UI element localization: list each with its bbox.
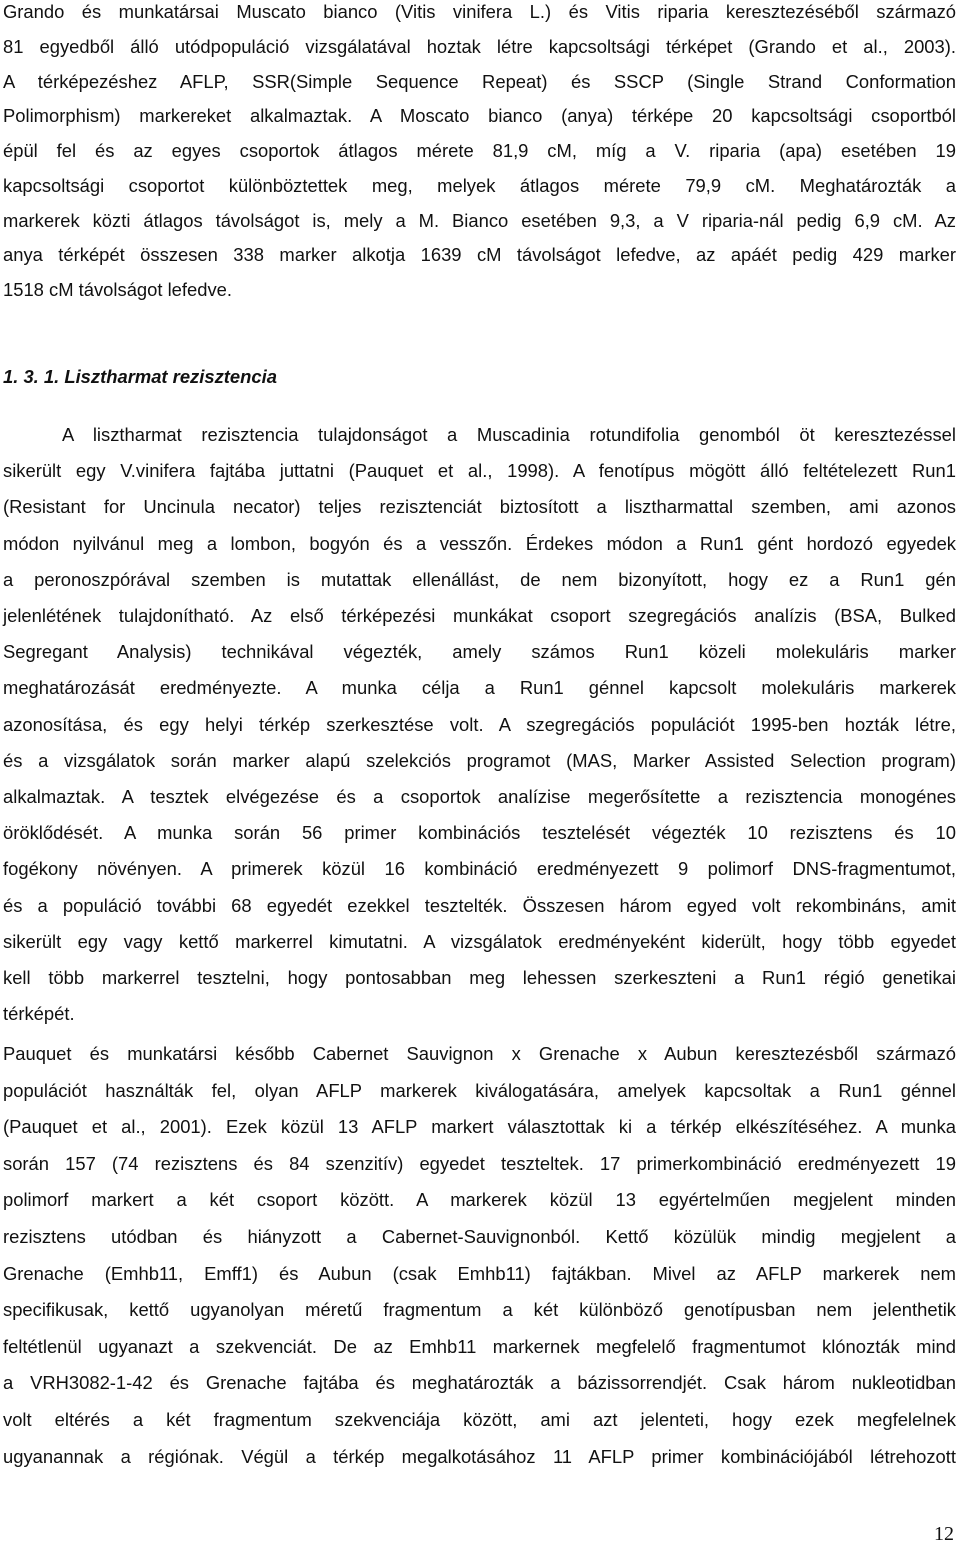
text-line: populációt használták fel, olyan AFLP markerek kiválogatására, amelyek kapcsoltak a Run1 génnel: [3, 1079, 956, 1101]
text-line: A térképezéshez AFLP, SSR(Simple Sequence Repeat) és SSCP (Single Strand Conformation: [3, 70, 956, 92]
text-line: jelenlétének tulajdonítható. Az első térképezési munkákat csoport szegregációs analízis (BSA, Bulked: [3, 605, 956, 626]
text-line: alkalmaztak. A tesztek elvégezése és a csoportok analízise megerősítette a rezisztencia monogénes: [3, 786, 956, 807]
text-line: és a populáció további 68 egyedét ezekkel tesztelték. Összesen három egyed volt rekombináns, amit: [3, 894, 956, 916]
text-line: (Pauquet et al., 2001). Ezek közül 13 AFLP markert választottak ki a térkép elkészítéséhez. A munka: [3, 1116, 956, 1138]
text-line: sikerült egy vagy kettő markerrel kimutatni. A vizsgálatok eredményeként kiderült, hogy több egyedet: [3, 930, 956, 952]
text-line: azonosítása, és egy helyi térkép szerkesztése volt. A szegregációs populációt 1995-ben hozták létre,: [3, 713, 956, 735]
text-line: Grenache (Emhb11, Emff1) és Aubun (csak Emhb11) fajtákban. Mivel az AFLP markerek nem: [3, 1262, 956, 1284]
text-line: térképét.: [3, 1003, 75, 1025]
text-line: volt eltérés a két fragmentum szekvenciája között, ami azt jelenteti, hogy ezek megfelelnek: [3, 1409, 956, 1430]
text-line: (Resistant for Uncinula necator) teljes rezisztenciát biztosított a lisztharmattal szemben, ami azonos: [3, 496, 956, 518]
text-line: rezisztens utódban és hiányzott a Cabernet-Sauvignonból. Kettő közülük mindig megjelent a: [3, 1226, 956, 1247]
text-line: során 157 (74 rezisztens és 84 szenzitív) egyedet teszteltek. 17 primerkombináció eredményezett 19: [3, 1152, 956, 1174]
text-line: markerek közti átlagos távolságot is, mely a M. Bianco esetében 9,3, a V riparia-nál pedig 6,9 cM. Az: [3, 209, 956, 231]
text-line: a peronoszpórával szemben is mutattak ellenállást, de nem bizonyított, hogy ez a Run1 gén: [3, 568, 956, 590]
text-line: öröklődését. A munka során 56 primer kombinációs tesztelését végezték 10 rezisztens és 10: [3, 822, 956, 844]
text-line: fogékony növényen. A primerek közül 16 kombináció eredményezett 9 polimorf DNS-fragmentumot,: [3, 858, 956, 880]
text-line: a VRH3082-1-42 és Grenache fajtába és meghatározták a bázissorrendjét. Csak három nukleotidban: [3, 1372, 956, 1394]
text-line: feltétlenül ugyanazt a szekvenciát. De az Emhb11 markernek megfelelő fragmentumot klónozták mind: [3, 1335, 956, 1357]
text-line: ugyanannak a régiónak. Végül a térkép megalkotásához 11 AFLP primer kombinációjából létrehozott: [3, 1445, 956, 1467]
text-line: Grando és munkatársai Muscato bianco (Vitis vinifera L.) és Vitis riparia keresztezéséből származó: [3, 1, 956, 22]
text-line: sikerült egy V.vinifera fajtába juttatni (Pauquet et al., 1998). A fenotípus mögött álló feltételezett Run1: [3, 460, 956, 482]
text-line: anya térképét összesen 338 marker alkotja 1639 cM távolságot lefedve, az apáét pedig 429 marker: [3, 244, 956, 266]
text-line: módon nyilvánul meg a lombon, bogyón és a vesszőn. Érdekes módon a Run1 gént hordozó egyedek: [3, 532, 956, 554]
text-line: kell több markerrel tesztelni, hogy pontosabban meg lehessen szerkeszteni a Run1 régió genetikai: [3, 967, 956, 988]
text-line: Polimorphism) markereket alkalmaztak. A Moscato bianco (anya) térképe 20 kapcsoltsági csoportból: [3, 105, 956, 127]
text-line: 81 egyedből álló utódpopuláció vizsgálatával hoztak létre kapcsoltsági térképet (Grando et al., 2003).: [3, 35, 956, 57]
text-line: specifikusak, kettő ugyanolyan méretű fragmentum a két különböző genotípusban nem jelenthetik: [3, 1299, 956, 1321]
page-number: 12: [934, 1523, 954, 1545]
text-line: Segregant Analysis) technikával végezték, amely számos Run1 közeli molekuláris marker: [3, 641, 956, 663]
section-heading: 1. 3. 1. Lisztharmat rezisztencia: [3, 366, 277, 387]
text-line: A lisztharmat rezisztencia tulajdonságot a Muscadinia rotundifolia genomból öt keresztezéssel: [62, 424, 956, 445]
text-line: Pauquet és munkatársi később Cabernet Sauvignon x Grenache x Aubun keresztezésből származó: [3, 1043, 956, 1064]
text-line: és a vizsgálatok során marker alapú szelekciós programot (MAS, Marker Assisted Selection program): [3, 749, 956, 771]
text-line: meghatározását eredményezte. A munka célja a Run1 génnel kapcsolt molekuláris markerek: [3, 677, 956, 699]
text-line: polimorf markert a két csoport között. A markerek közül 13 egyértelműen megjelent minden: [3, 1189, 956, 1211]
text-line: kapcsoltsági csoportot különböztettek meg, melyek átlagos mérete 79,9 cM. Meghatározták a: [3, 174, 956, 196]
text-line: 1518 cM távolságot lefedve.: [3, 279, 233, 300]
text-line: épül fel és az egyes csoportok átlagos mérete 81,9 cM, míg a V. riparia (apa) esetében 19: [3, 140, 956, 161]
